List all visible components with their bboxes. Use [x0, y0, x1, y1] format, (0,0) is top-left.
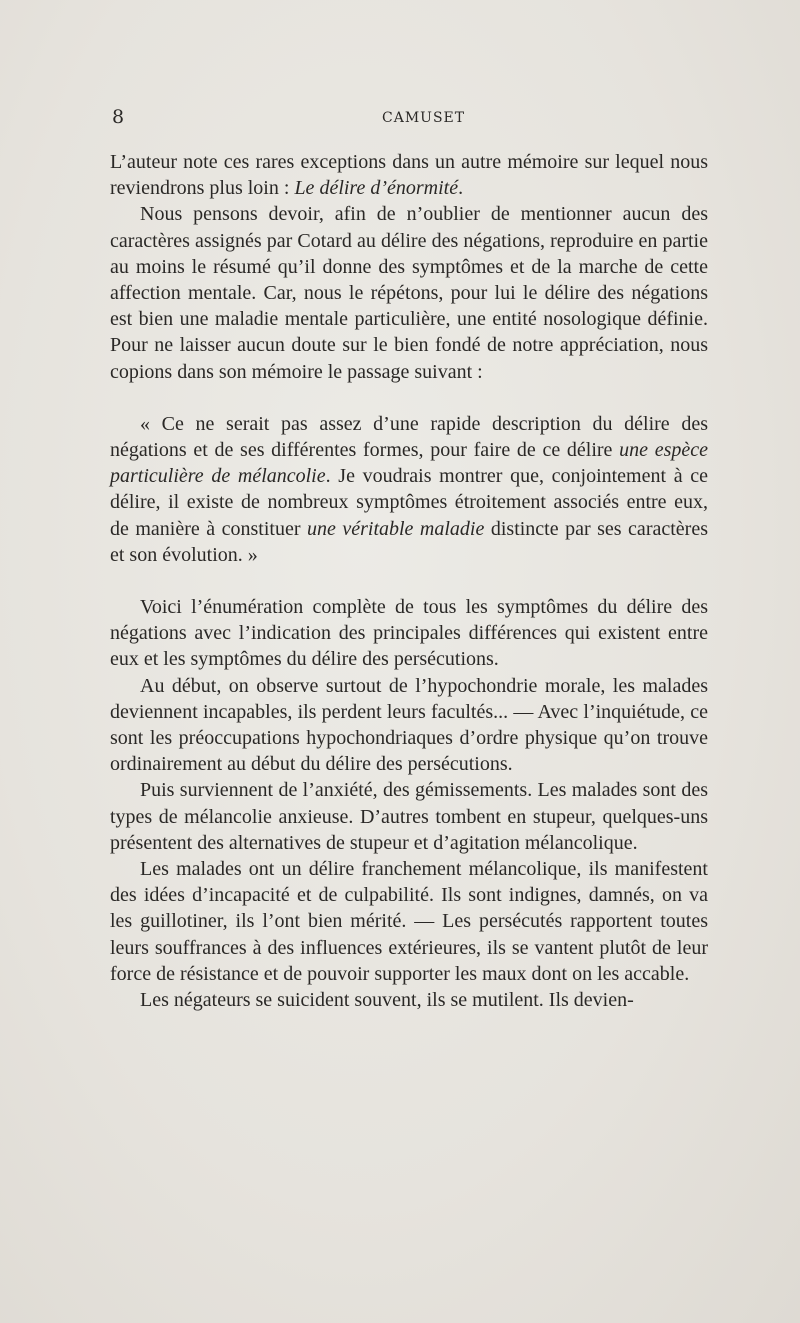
- page-header: [112, 106, 712, 128]
- running-head: CAMUSET: [382, 110, 466, 126]
- paragraph-1-italic-title: Le délire d’énormité: [294, 177, 459, 200]
- page-number: 8: [112, 106, 125, 128]
- quotation-paragraph: [110, 411, 708, 568]
- paragraph-5: Au début, on observe surtout de l’hypochondrie morale, les malades deviennent incapables, ils perdent leurs facultés... — Avec l’inquiétude, ce sont les préoccupations hypochondriaques d’ordre physique qu’on trouve ordinairement au début du délire des persécutions.: [110, 674, 708, 776]
- body-text: [110, 149, 708, 1013]
- paragraph-1-text: L’auteur note ces rares exceptions dans un autre mémoire sur lequel nous reviendrons plus loin :: [110, 151, 708, 200]
- paragraph-8: Les négateurs se suicident souvent, ils se mutilent. Ils devien-: [140, 989, 634, 1012]
- quote-text-3: distincte par ses caractères et son évolution. »: [110, 517, 708, 566]
- quote-text-2: . Je voudrais montrer que, conjointement à ce délire, il existe de nombreux symptômes étroitement associés entre eux, de manière à constituer: [110, 465, 708, 540]
- paragraph-1-end: .: [458, 177, 464, 200]
- quote-italic-2: une véritable maladie: [306, 517, 485, 540]
- paragraph-6: Puis surviennent de l’anxiété, des gémissements. Les malades sont des types de mélancolie anxieuse. D’autres tombent en stupeur, quelques-uns présentent des alternatives de stupeur et d’agitation mélancolique.: [110, 779, 708, 854]
- paragraph-1: [110, 149, 708, 201]
- paragraph-4: Voici l’énumération complète de tous les symptômes du délire des négations avec l’indication des principales différences qui existent entre eux et les symptômes du délire des persécutions.: [110, 596, 708, 671]
- paragraph-2: Nous pensons devoir, afin de n’oublier de mentionner aucun des caractères assignés par Cotard au délire des négations, reproduire en partie au moins le résumé qu’il donne des symptômes et de la marche de cette affection mentale. Car, nous le répétons, pour lui le délire des négations est bien une maladie mentale particulière, une entité nosologique définie. Pour ne laisser aucun doute sur le bien fondé de notre appréciation, nous copions dans son mémoire le passage suivant :: [110, 203, 708, 383]
- quote-italic-1: une espèce particulière de mélancolie: [110, 439, 708, 488]
- paragraph-7: Les malades ont un délire franchement mélancolique, ils manifestent des idées d’incapacité et de culpabilité. Ils sont indignes, damnés, on va les guillotiner, ils l’ont bien mérité. — Les persécutés rapportent toutes leurs souffrances à des influences extérieures, ils se vantent plutôt de leur force de résistance et de pouvoir supporter les maux dont on les accable.: [110, 858, 708, 985]
- quote-text-1: « Ce ne serait pas assez d’une rapide description du délire des négations et de ses différentes formes, pour faire de ce délire: [110, 412, 708, 462]
